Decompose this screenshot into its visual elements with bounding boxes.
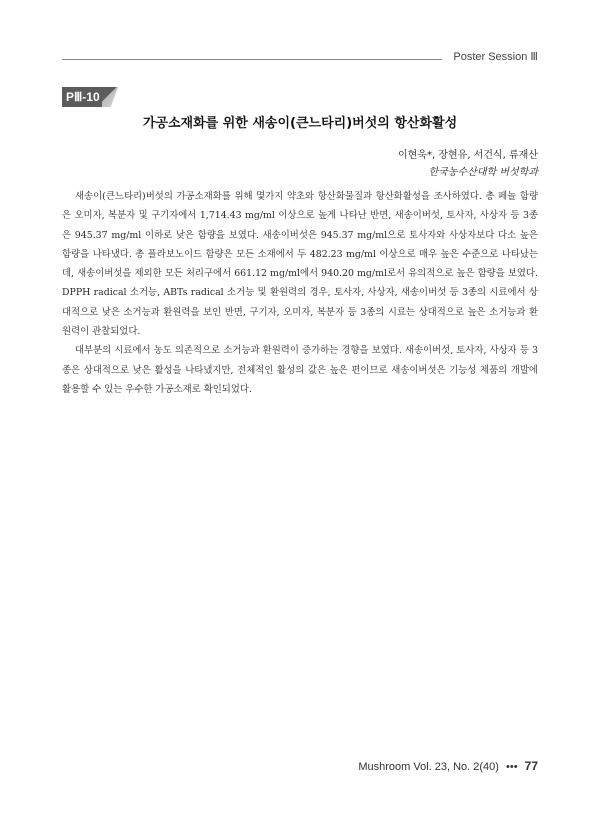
page-footer	[358, 759, 538, 773]
abstract-paragraph: 새송이(큰느타리)버섯의 가공소재화를 위해 몇가지 약초와 항산화물질과 항산화활성을 조사하였다. 총 페놀 함량은 오미자, 복분자 및 구기자에서 1,714.43 mg/ml 이상으로 높게 나타난 반면, 새송이버섯, 토사자, 사상자 등 3종은 945.37 mg/ml 이하로 낮은 함량을 보였다. 새송이버섯은 945.37 mg/ml으로 토사자와 사상자보다 다소 높은 함량을 나타냈다. 총 플라보노이드 함량은 모든 소재에서 두 482.23 mg/ml 이상으로 매우 높은 수준으로 나타났는데, 새송이버섯을 제외한 모든 처리구에서 661.12 mg/ml에서 940.20 mg/ml로서 유의적으로 높은 함량을 보였다. DPPH radical 소거능, ABTs radical 소거능 및 환원력의 경우, 토사자, 사상자, 새송이버섯 등 3종의 시료에서 상대적으로 낮은 소거능과 환원력을 보인 반면, 구기자, 오미자, 복분자 등 3종의 시료는 상대적으로 높은 소거능과 환원력이 관찰되었다.	[62, 191, 538, 338]
affiliation: 한국농수산대학 버섯학과	[428, 167, 538, 178]
journal-citation: Mushroom Vol. 23, No. 2(40)	[358, 761, 499, 773]
session-label: Poster Session Ⅲ	[453, 51, 538, 63]
poster-number: PⅢ-10	[66, 90, 100, 104]
authors: 이현욱*, 장현유, 서건식, 류재산	[398, 150, 538, 161]
poster-badge	[62, 87, 118, 107]
header-rule	[62, 59, 442, 60]
abstract-body	[62, 187, 538, 399]
page-number: 77	[524, 759, 538, 773]
abstract-paragraph: 대부분의 시료에서 농도 의존적으로 소거능과 환원력이 증가하는 경향을 보였다. 새송이버섯, 토사자, 사상자 등 3종은 상대적으로 낮은 활성을 나타냈지만, 전체적인 활성의 값은 높은 편이므로 새송이버섯은 기능성 제품의 개발에 활용할 수 있는 우수한 가공소재로 확인되었다.	[62, 345, 538, 395]
badge-slant-decoration	[102, 87, 118, 107]
footer-dots: •••	[506, 761, 518, 773]
poster-title: 가공소재화를 위한 새송이(큰느타리)버섯의 항산화활성	[142, 116, 458, 131]
